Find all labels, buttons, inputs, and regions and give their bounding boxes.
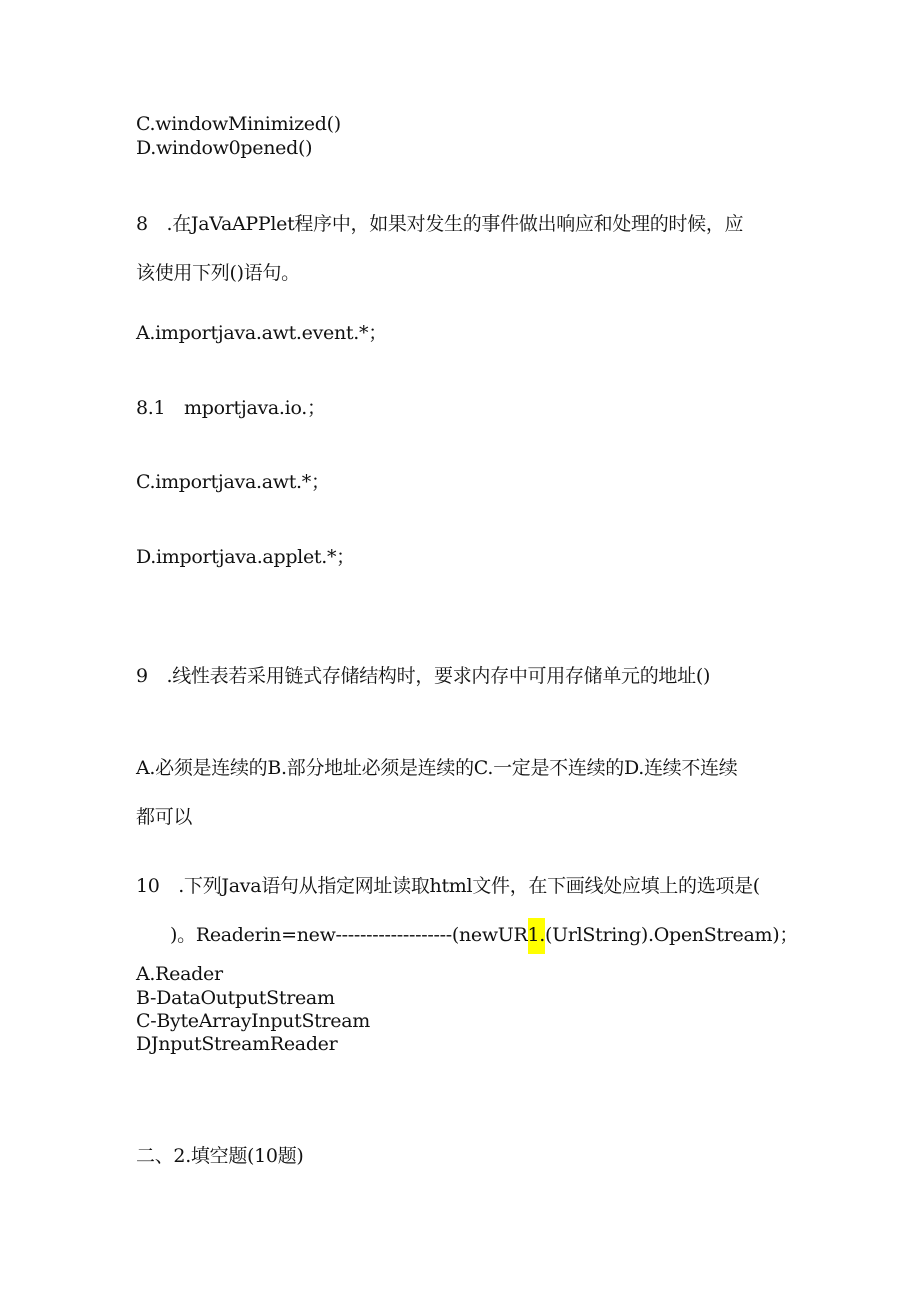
q8-option-c: C.importjava.awt.*； — [136, 471, 330, 493]
q10-option-c: C-ByteArrayInputStream — [136, 1010, 370, 1032]
q10-code-line — [170, 923, 798, 947]
q8-option-a: A.importjava.awt.event.*； — [136, 322, 387, 344]
q10-code-before: )。Readerin=new-------------------(newUR — [170, 924, 528, 946]
q10-code-highlight: 1. — [528, 918, 546, 954]
q10-option-d: DJnputStreamReader — [136, 1033, 338, 1055]
q8-stem-line-2: 该使用下列()语句。 — [136, 262, 300, 284]
q10-code-after: (UrlString).OpenStream)； — [545, 924, 799, 946]
q10-option-a: A.Reader — [136, 963, 223, 985]
section-heading: 二、2.填空题(10题) — [136, 1145, 304, 1167]
q8-stem-line-1: 8 .在JaVaAPPlet程序中，如果对发生的事件做出响应和处理的时候，应 — [136, 213, 744, 235]
q10-stem-line-1: 10 .下列Java语句从指定网址读取html文件，在下画线处应填上的选项是( — [136, 875, 760, 897]
q10-option-b: B-DataOutputStream — [136, 987, 335, 1009]
q7-option-d: D.window0pened() — [136, 137, 313, 159]
q8-option-b: 8.1 mportjava.io.； — [136, 397, 326, 419]
q9-options-line-2: 都可以 — [136, 806, 193, 828]
q9-stem: 9 .线性表若采用链式存储结构时，要求内存中可用存储单元的地址() — [136, 665, 711, 687]
q8-option-d: D.importjava.applet.*； — [136, 546, 355, 568]
q7-option-c: C.windowMinimized() — [136, 113, 341, 135]
q9-options-line-1: A.必须是连续的B.部分地址必须是连续的C.一定是不连续的D.连续不连续 — [136, 757, 738, 779]
